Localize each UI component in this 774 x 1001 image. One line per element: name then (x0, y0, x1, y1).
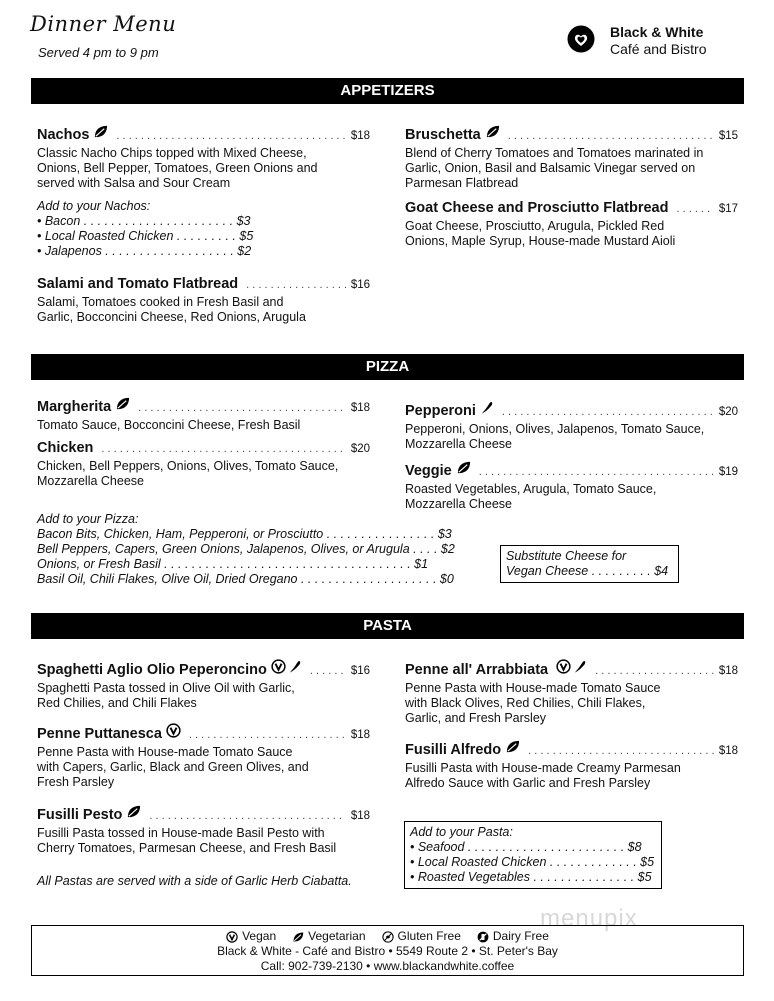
legend-gluten-free: Gluten Free (397, 929, 461, 943)
menu-item-veggie-pizza (405, 460, 738, 512)
brand-subtitle: Café and Bistro (610, 41, 707, 57)
item-name: Nachos (37, 127, 90, 143)
vegan-icon (271, 659, 286, 674)
item-name: Chicken (37, 440, 94, 456)
menu-item-chicken-pizza (37, 440, 370, 489)
item-price: $16 (350, 665, 370, 677)
item-name: Spaghetti Aglio Olio Peperoncino (37, 662, 267, 678)
vegetarian-leaf-icon (115, 396, 130, 411)
footer-contact[interactable]: Call: 902-739-2130 • www.blackandwhite.coffee (260, 959, 515, 973)
footer-address: Black & White - Café and Bistro • 5549 Route 2 • St. Peter's Bay (217, 944, 558, 958)
brand-name: Black & White (610, 24, 704, 40)
menu-item-fusilli-pesto (37, 804, 370, 856)
watermark: menupix (540, 905, 638, 932)
item-description: Classic Nacho Chips topped with Mixed Cheese, Onions, Bell Pepper, Tomatoes, Green Onions and served with Salsa and Sour Cream (37, 146, 318, 190)
dietary-legend (32, 929, 743, 944)
vegan-icon (166, 723, 181, 738)
menu-title: Dinner Menu (30, 12, 177, 36)
item-name: Penne all' Arrabbiata (405, 662, 549, 678)
item-price: $18 (350, 810, 370, 822)
pasta-side-note: All Pastas are served with a side of Garlic Herb Ciabatta. (37, 874, 352, 888)
item-price: $17 (718, 203, 738, 215)
item-name: Salami and Tomato Flatbread (37, 276, 239, 292)
pizza-addons: Add to your Pizza: Bacon Bits, Chicken, Ham, Pepperoni, or Prosciutto . . . . . . . . . . . . . . . . $3 Bell Peppers, Capers, Green Onions, Jalapenos, Olives, or Arugula . . . . $2 Onions, or Fresh Basil . . . . . . . . . . . . . . . . . . . . . . . . . . . . . . . . . . . . $1 Basil Oil, Chili Flakes, Olive Oil, Dried Oregano . . . . . . . . . . . . . . . . . . . . $0 (37, 512, 455, 586)
menu-item-margherita (37, 396, 370, 433)
brand-logo (566, 24, 746, 58)
served-hours: Served 4 pm to 9 pm (38, 45, 159, 60)
leader-dots (310, 664, 346, 679)
item-description: Fusilli Pasta tossed in House-made Basil Pesto with Cherry Tomatoes, Parmesan Cheese, and Fresh Basil (37, 826, 337, 855)
item-price: $16 (350, 279, 370, 291)
legend-dairy-free: Dairy Free (492, 929, 549, 943)
nachos-addons: Add to your Nachos: • Bacon . . . . . . . . . . . . . . . . . . . . . . $3 • Local Roasted Chicken . . . . . . . . . $5 • Jalapenos . . . . . . . . . . . . . . . . . . . $2 (37, 199, 254, 258)
menu-item-bruschetta (405, 124, 738, 191)
vegetarian-leaf-icon (485, 124, 500, 139)
chili-pepper-icon (573, 659, 587, 674)
item-description: Roasted Vegetables, Arugula, Tomato Sauce, Mozzarella Cheese (405, 482, 657, 511)
chili-pepper-icon (480, 400, 494, 415)
menu-item-pepperoni (405, 400, 738, 452)
dairy-free-icon (477, 931, 489, 943)
vegetarian-leaf-icon (505, 739, 520, 754)
item-description: Spaghetti Pasta tossed in Olive Oil with Garlic, Red Chilies, and Chili Flakes (37, 681, 295, 710)
menu-item-fusilli-alfredo (405, 739, 738, 791)
item-description: Blend of Cherry Tomatoes and Tomatoes marinated in Garlic, Onion, Basil and Balsamic Vinegar served on Parmesan Flatbread (405, 146, 704, 190)
menu-item-goat-cheese-flatbread (405, 200, 738, 249)
item-name: Margherita (37, 399, 112, 415)
item-price: $18 (350, 130, 370, 142)
item-price: $18 (350, 729, 370, 741)
leader-dots (138, 401, 346, 416)
chili-pepper-icon (288, 659, 302, 674)
menu-item-salami-flatbread (37, 276, 370, 325)
leader-dots (528, 744, 714, 759)
item-name: Fusilli Alfredo (405, 742, 502, 758)
item-name: Veggie (405, 463, 452, 479)
leader-dots (508, 129, 714, 144)
leader-dots (676, 202, 713, 217)
pasta-addons-box: Add to your Pasta: • Seafood . . . . . . . . . . . . . . . . . . . . . . . $8 • Local Roasted Chicken . . . . . . . . . . . . . $5 • Roasted Vegetables . . . . . . . . . . . . . . . $5 (404, 821, 662, 889)
gluten-free-icon (382, 931, 394, 943)
leader-dots (479, 465, 714, 480)
legend-vegan: Vegan (242, 929, 277, 943)
item-price: $19 (718, 466, 738, 478)
leader-dots (502, 405, 714, 420)
footer (31, 925, 744, 976)
menu-item-spaghetti-aglio (37, 659, 370, 711)
heart-cup-icon (566, 24, 596, 54)
leader-dots (595, 664, 714, 679)
leader-dots (246, 278, 346, 293)
section-bar-pasta: PASTA (31, 613, 744, 639)
item-description: Salami, Tomatoes cooked in Fresh Basil and Garlic, Bocconcini Cheese, Red Onions, Arugula (37, 295, 306, 324)
item-description: Pepperoni, Onions, Olives, Jalapenos, Tomato Sauce, Mozzarella Cheese (405, 422, 705, 451)
vegetarian-leaf-icon (456, 460, 471, 475)
item-name: Goat Cheese and Prosciutto Flatbread (405, 200, 669, 216)
leader-dots (149, 809, 345, 824)
item-description: Chicken, Bell Peppers, Onions, Olives, Tomato Sauce, Mozzarella Cheese (37, 459, 339, 488)
vegetarian-leaf-icon (93, 124, 108, 139)
menu-item-penne-puttanesca (37, 723, 370, 790)
leader-dots (189, 728, 346, 743)
vegan-icon (556, 659, 571, 674)
item-price: $15 (718, 130, 738, 142)
item-name: Fusilli Pesto (37, 807, 123, 823)
item-description: Goat Cheese, Prosciutto, Arugula, Pickled Red Onions, Maple Syrup, House-made Mustard Aioli (405, 219, 676, 248)
item-price: $20 (350, 443, 370, 455)
item-name: Penne Puttanesca (37, 726, 162, 742)
vegan-icon (226, 931, 238, 943)
item-name: Bruschetta (405, 127, 481, 143)
leader-dots (116, 129, 345, 144)
item-name: Pepperoni (405, 403, 476, 419)
section-bar-appetizers: APPETIZERS (31, 78, 744, 104)
item-price: $18 (350, 402, 370, 414)
item-description: Tomato Sauce, Bocconcini Cheese, Fresh Basil (37, 418, 301, 432)
item-description: Penne Pasta with House-made Tomato Sauce with Capers, Garlic, Black and Green Olives, and Fresh Parsley (37, 745, 309, 789)
legend-vegetarian: Vegetarian (308, 929, 366, 943)
vegetarian-leaf-icon (292, 931, 304, 943)
menu-item-nachos (37, 124, 370, 191)
item-price: $20 (718, 406, 738, 418)
item-price: $18 (718, 665, 738, 677)
menu-item-penne-arrabbiata (405, 659, 738, 726)
item-description: Penne Pasta with House-made Tomato Sauce with Black Olives, Red Chilies, Chili Flakes, Garlic, and Fresh Parsley (405, 681, 661, 725)
vegan-cheese-substitute-box: Substitute Cheese for Vegan Cheese . . . . . . . . . $4 (500, 545, 679, 583)
leader-dots (101, 442, 345, 457)
section-bar-pizza: PIZZA (31, 354, 744, 380)
vegetarian-leaf-icon (126, 804, 141, 819)
item-description: Fusilli Pasta with House-made Creamy Parmesan Alfredo Sauce with Garlic and Fresh Parsley (405, 761, 681, 790)
item-price: $18 (718, 745, 738, 757)
